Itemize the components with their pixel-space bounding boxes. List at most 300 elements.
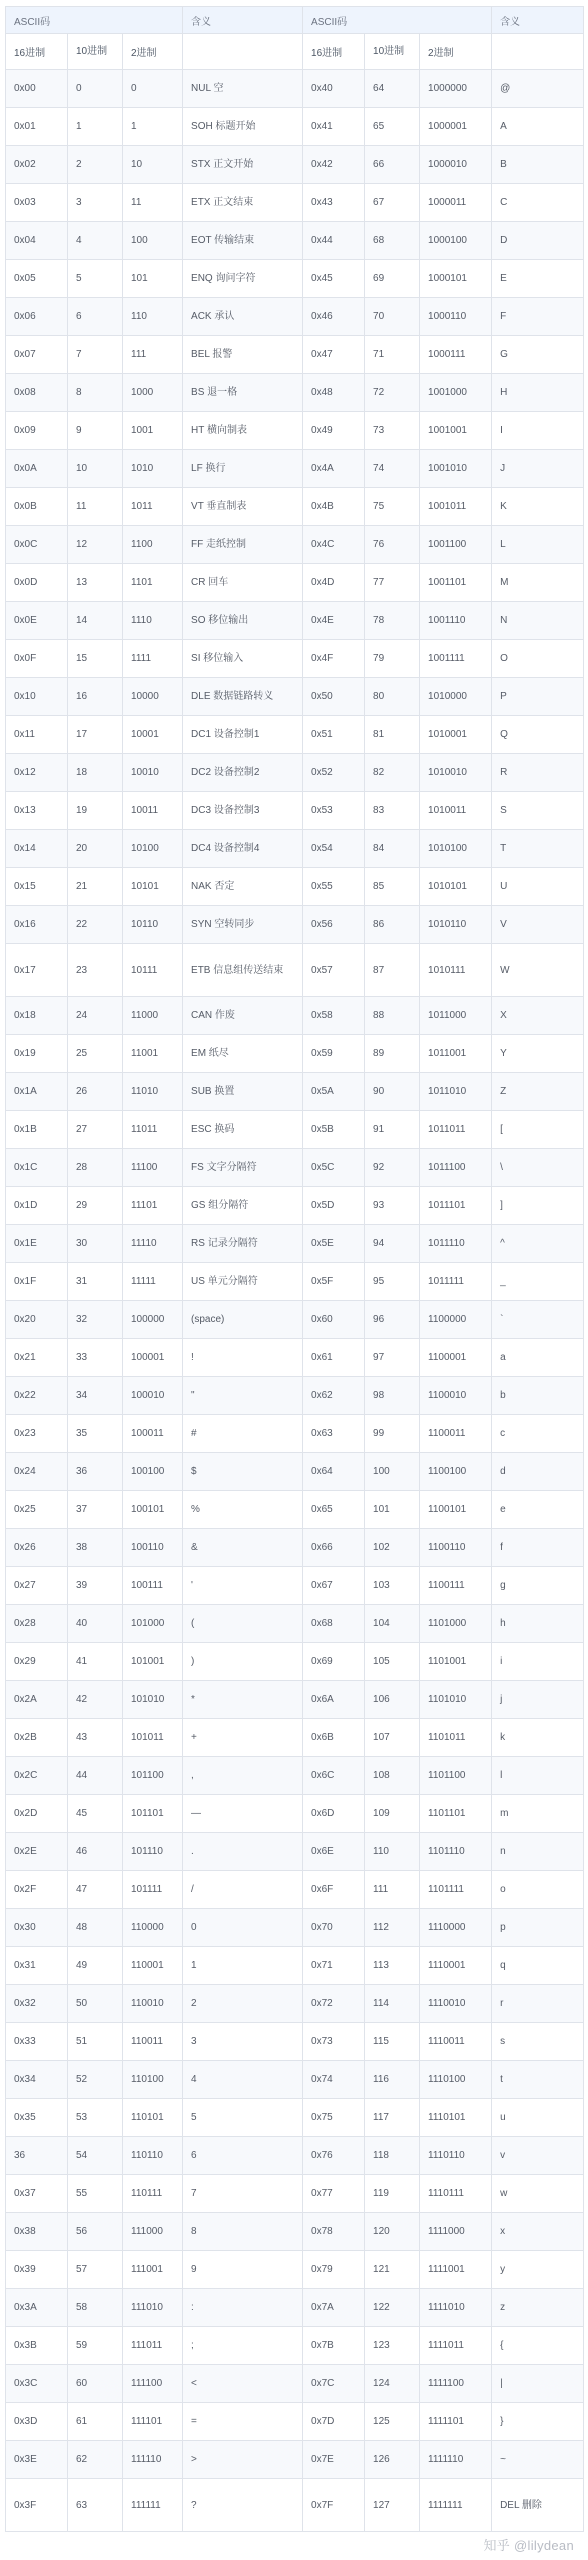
cell-meaning: VT 垂直制表 xyxy=(183,488,303,526)
cell-char-right: @ xyxy=(492,70,584,108)
cell-char-right: O xyxy=(492,640,584,678)
cell-bin-right: 1111110 xyxy=(420,2441,492,2479)
cell-bin: 10011 xyxy=(123,792,183,830)
cell-hex: 0x2D xyxy=(6,1795,68,1833)
cell-dec-right: 116 xyxy=(365,2061,420,2099)
cell-dec: 53 xyxy=(68,2099,123,2137)
cell-hex-right: 0x6E xyxy=(303,1833,365,1871)
cell-meaning: " xyxy=(183,1377,303,1415)
cell-dec: 14 xyxy=(68,602,123,640)
cell-hex: 0x1E xyxy=(6,1225,68,1263)
cell-dec-right: 115 xyxy=(365,2023,420,2061)
cell-bin: 101 xyxy=(123,260,183,298)
cell-dec: 16 xyxy=(68,678,123,716)
cell-dec-right: 73 xyxy=(365,412,420,450)
cell-hex-right: 0x7E xyxy=(303,2441,365,2479)
cell-bin: 111100 xyxy=(123,2365,183,2403)
cell-dec-right: 74 xyxy=(365,450,420,488)
cell-bin: 10101 xyxy=(123,868,183,906)
cell-char-right: _ xyxy=(492,1263,584,1301)
cell-char-right: S xyxy=(492,792,584,830)
cell-hex: 0x2C xyxy=(6,1757,68,1795)
cell-bin-right: 1010110 xyxy=(420,906,492,944)
cell-hex-right: 0x44 xyxy=(303,222,365,260)
cell-bin-right: 1000010 xyxy=(420,146,492,184)
cell-dec: 43 xyxy=(68,1719,123,1757)
cell-hex: 0x22 xyxy=(6,1377,68,1415)
table-row xyxy=(6,716,584,754)
cell-dec: 4 xyxy=(68,222,123,260)
cell-meaning: ; xyxy=(183,2327,303,2365)
cell-bin-right: 1110010 xyxy=(420,1985,492,2023)
cell-dec: 41 xyxy=(68,1643,123,1681)
cell-dec-right: 67 xyxy=(365,184,420,222)
cell-bin: 110 xyxy=(123,298,183,336)
cell-hex: 0x19 xyxy=(6,1035,68,1073)
cell-hex: 0x0C xyxy=(6,526,68,564)
cell-dec: 1 xyxy=(68,108,123,146)
table-row xyxy=(6,868,584,906)
cell-bin-right: 1011101 xyxy=(420,1187,492,1225)
cell-bin-right: 1101010 xyxy=(420,1681,492,1719)
cell-char-right: q xyxy=(492,1947,584,1985)
cell-hex: 0x0E xyxy=(6,602,68,640)
cell-hex-right: 0x75 xyxy=(303,2099,365,2137)
cell-char-right: J xyxy=(492,450,584,488)
table-row xyxy=(6,1035,584,1073)
cell-hex: 0x1C xyxy=(6,1149,68,1187)
cell-bin: 10 xyxy=(123,146,183,184)
cell-hex: 0x14 xyxy=(6,830,68,868)
cell-bin-right: 1000011 xyxy=(420,184,492,222)
table-row xyxy=(6,1643,584,1681)
cell-meaning: 5 xyxy=(183,2099,303,2137)
cell-bin-right: 1000000 xyxy=(420,70,492,108)
cell-bin-right: 1101001 xyxy=(420,1643,492,1681)
cell-dec-right: 122 xyxy=(365,2289,420,2327)
cell-hex: 0x21 xyxy=(6,1339,68,1377)
cell-hex: 0x13 xyxy=(6,792,68,830)
table-row xyxy=(6,602,584,640)
cell-char-right: m xyxy=(492,1795,584,1833)
cell-hex: 0x3C xyxy=(6,2365,68,2403)
cell-hex: 0x12 xyxy=(6,754,68,792)
cell-meaning: ACK 承认 xyxy=(183,298,303,336)
cell-bin: 1010 xyxy=(123,450,183,488)
cell-dec: 50 xyxy=(68,1985,123,2023)
cell-char-right: P xyxy=(492,678,584,716)
table-row xyxy=(6,1263,584,1301)
cell-bin-right: 1110100 xyxy=(420,2061,492,2099)
cell-dec-right: 93 xyxy=(365,1187,420,1225)
cell-hex-right: 0x49 xyxy=(303,412,365,450)
cell-char-right: Y xyxy=(492,1035,584,1073)
cell-bin: 11001 xyxy=(123,1035,183,1073)
cell-hex: 0x01 xyxy=(6,108,68,146)
cell-bin-right: 1101100 xyxy=(420,1757,492,1795)
table-row xyxy=(6,754,584,792)
cell-char-right: f xyxy=(492,1529,584,1567)
cell-dec-right: 79 xyxy=(365,640,420,678)
table-row xyxy=(6,792,584,830)
cell-bin-right: 1110011 xyxy=(420,2023,492,2061)
cell-bin: 1011 xyxy=(123,488,183,526)
cell-meaning: / xyxy=(183,1871,303,1909)
cell-bin: 101110 xyxy=(123,1833,183,1871)
cell-hex: 0x37 xyxy=(6,2175,68,2213)
cell-char-right: L xyxy=(492,526,584,564)
cell-bin: 111011 xyxy=(123,2327,183,2365)
cell-bin-right: 1010100 xyxy=(420,830,492,868)
cell-dec: 33 xyxy=(68,1339,123,1377)
cell-char-right: [ xyxy=(492,1111,584,1149)
cell-bin: 1000 xyxy=(123,374,183,412)
cell-bin: 100111 xyxy=(123,1567,183,1605)
cell-dec-right: 100 xyxy=(365,1453,420,1491)
cell-hex: 0x3A xyxy=(6,2289,68,2327)
cell-bin: 110100 xyxy=(123,2061,183,2099)
cell-bin: 100 xyxy=(123,222,183,260)
cell-char-right: G xyxy=(492,336,584,374)
cell-bin: 10000 xyxy=(123,678,183,716)
cell-hex-right: 0x5C xyxy=(303,1149,365,1187)
cell-bin-right: 1100011 xyxy=(420,1415,492,1453)
table-row xyxy=(6,640,584,678)
cell-dec: 49 xyxy=(68,1947,123,1985)
cell-bin-right: 1001101 xyxy=(420,564,492,602)
cell-hex-right: 0x4C xyxy=(303,526,365,564)
cell-char-right: r xyxy=(492,1985,584,2023)
cell-bin: 10010 xyxy=(123,754,183,792)
cell-dec: 63 xyxy=(68,2479,123,2532)
cell-bin-right: 1100110 xyxy=(420,1529,492,1567)
table-row xyxy=(6,1605,584,1643)
cell-hex-right: 0x57 xyxy=(303,944,365,997)
cell-dec-right: 64 xyxy=(365,70,420,108)
table-row xyxy=(6,2479,584,2532)
cell-meaning: FS 文字分隔符 xyxy=(183,1149,303,1187)
cell-dec: 12 xyxy=(68,526,123,564)
cell-char-right: V xyxy=(492,906,584,944)
cell-dec: 11 xyxy=(68,488,123,526)
cell-dec-right: 102 xyxy=(365,1529,420,1567)
cell-dec-right: 80 xyxy=(365,678,420,716)
cell-meaning: 9 xyxy=(183,2251,303,2289)
cell-meaning: $ xyxy=(183,1453,303,1491)
cell-bin: 111000 xyxy=(123,2213,183,2251)
cell-char-right: w xyxy=(492,2175,584,2213)
cell-hex-right: 0x6F xyxy=(303,1871,365,1909)
header-ascii-code-left: ASCII码 xyxy=(6,7,183,34)
cell-hex-right: 0x4A xyxy=(303,450,365,488)
cell-dec-right: 82 xyxy=(365,754,420,792)
header-bin-right: 2进制 xyxy=(420,34,492,70)
table-row xyxy=(6,2137,584,2175)
table-row xyxy=(6,336,584,374)
cell-bin: 11000 xyxy=(123,997,183,1035)
cell-dec-right: 123 xyxy=(365,2327,420,2365)
cell-hex-right: 0x7F xyxy=(303,2479,365,2532)
cell-hex: 0x1D xyxy=(6,1187,68,1225)
cell-dec: 44 xyxy=(68,1757,123,1795)
cell-bin: 100110 xyxy=(123,1529,183,1567)
table-row xyxy=(6,1149,584,1187)
cell-char-right: z xyxy=(492,2289,584,2327)
cell-hex: 0x2B xyxy=(6,1719,68,1757)
cell-dec-right: 81 xyxy=(365,716,420,754)
cell-char-right: | xyxy=(492,2365,584,2403)
cell-bin-right: 1000001 xyxy=(420,108,492,146)
cell-bin-right: 1010000 xyxy=(420,678,492,716)
table-row xyxy=(6,2441,584,2479)
cell-char-right: y xyxy=(492,2251,584,2289)
cell-dec: 13 xyxy=(68,564,123,602)
table-row xyxy=(6,1377,584,1415)
table-row xyxy=(6,2289,584,2327)
cell-char-right: C xyxy=(492,184,584,222)
cell-bin: 11111 xyxy=(123,1263,183,1301)
cell-hex: 0x3B xyxy=(6,2327,68,2365)
cell-bin-right: 1111111 xyxy=(420,2479,492,2532)
cell-dec: 29 xyxy=(68,1187,123,1225)
cell-dec: 5 xyxy=(68,260,123,298)
cell-dec-right: 88 xyxy=(365,997,420,1035)
cell-bin-right: 1100101 xyxy=(420,1491,492,1529)
cell-char-right: g xyxy=(492,1567,584,1605)
cell-hex-right: 0x54 xyxy=(303,830,365,868)
cell-char-right: k xyxy=(492,1719,584,1757)
cell-meaning: ESC 换码 xyxy=(183,1111,303,1149)
cell-dec-right: 111 xyxy=(365,1871,420,1909)
cell-bin-right: 1111010 xyxy=(420,2289,492,2327)
cell-bin: 11 xyxy=(123,184,183,222)
cell-bin: 100100 xyxy=(123,1453,183,1491)
cell-meaning: US 单元分隔符 xyxy=(183,1263,303,1301)
cell-dec-right: 125 xyxy=(365,2403,420,2441)
cell-bin: 111101 xyxy=(123,2403,183,2441)
header-meaning-blank-left xyxy=(183,34,303,70)
cell-meaning: BS 退一格 xyxy=(183,374,303,412)
cell-char-right: s xyxy=(492,2023,584,2061)
cell-dec-right: 117 xyxy=(365,2099,420,2137)
cell-char-right: F xyxy=(492,298,584,336)
cell-dec-right: 124 xyxy=(365,2365,420,2403)
cell-dec: 46 xyxy=(68,1833,123,1871)
cell-dec: 31 xyxy=(68,1263,123,1301)
cell-dec-right: 109 xyxy=(365,1795,420,1833)
table-row xyxy=(6,830,584,868)
cell-hex: 0x2E xyxy=(6,1833,68,1871)
table-row xyxy=(6,678,584,716)
cell-dec-right: 108 xyxy=(365,1757,420,1795)
cell-char-right: D xyxy=(492,222,584,260)
cell-bin: 0 xyxy=(123,70,183,108)
table-row xyxy=(6,906,584,944)
cell-bin-right: 1110001 xyxy=(420,1947,492,1985)
cell-hex-right: 0x62 xyxy=(303,1377,365,1415)
cell-char-right: o xyxy=(492,1871,584,1909)
cell-dec: 54 xyxy=(68,2137,123,2175)
cell-bin: 111111 xyxy=(123,2479,183,2532)
cell-char-right: Q xyxy=(492,716,584,754)
cell-dec-right: 71 xyxy=(365,336,420,374)
cell-bin-right: 1101111 xyxy=(420,1871,492,1909)
cell-meaning: * xyxy=(183,1681,303,1719)
cell-bin: 11110 xyxy=(123,1225,183,1263)
cell-dec-right: 76 xyxy=(365,526,420,564)
cell-char-right: ] xyxy=(492,1187,584,1225)
cell-hex: 0x30 xyxy=(6,1909,68,1947)
cell-hex: 0x33 xyxy=(6,2023,68,2061)
cell-hex-right: 0x47 xyxy=(303,336,365,374)
cell-hex: 0x08 xyxy=(6,374,68,412)
cell-dec: 17 xyxy=(68,716,123,754)
cell-char-right: I xyxy=(492,412,584,450)
cell-char-right: p xyxy=(492,1909,584,1947)
cell-char-right: d xyxy=(492,1453,584,1491)
table-row xyxy=(6,1301,584,1339)
cell-bin: 101001 xyxy=(123,1643,183,1681)
cell-dec-right: 94 xyxy=(365,1225,420,1263)
cell-dec: 38 xyxy=(68,1529,123,1567)
table-row xyxy=(6,1681,584,1719)
cell-bin-right: 1100111 xyxy=(420,1567,492,1605)
table-row xyxy=(6,1567,584,1605)
cell-bin: 101101 xyxy=(123,1795,183,1833)
cell-meaning: — xyxy=(183,1795,303,1833)
cell-hex-right: 0x5E xyxy=(303,1225,365,1263)
header-hex-right: 16进制 xyxy=(303,34,365,70)
cell-dec: 25 xyxy=(68,1035,123,1073)
table-row xyxy=(6,108,584,146)
cell-hex-right: 0x73 xyxy=(303,2023,365,2061)
cell-meaning: FF 走纸控制 xyxy=(183,526,303,564)
cell-char-right: R xyxy=(492,754,584,792)
cell-meaning: BEL 报警 xyxy=(183,336,303,374)
cell-dec: 37 xyxy=(68,1491,123,1529)
cell-hex-right: 0x65 xyxy=(303,1491,365,1529)
table-row xyxy=(6,2023,584,2061)
cell-hex: 0x26 xyxy=(6,1529,68,1567)
cell-meaning: RS 记录分隔符 xyxy=(183,1225,303,1263)
cell-dec-right: 84 xyxy=(365,830,420,868)
cell-hex: 0x0B xyxy=(6,488,68,526)
cell-meaning: NUL 空 xyxy=(183,70,303,108)
cell-dec: 23 xyxy=(68,944,123,997)
cell-hex-right: 0x5B xyxy=(303,1111,365,1149)
cell-dec-right: 103 xyxy=(365,1567,420,1605)
cell-dec: 19 xyxy=(68,792,123,830)
cell-bin-right: 1101000 xyxy=(420,1605,492,1643)
cell-bin: 110001 xyxy=(123,1947,183,1985)
cell-bin: 101100 xyxy=(123,1757,183,1795)
table-row xyxy=(6,488,584,526)
cell-char-right: v xyxy=(492,2137,584,2175)
cell-hex-right: 0x7B xyxy=(303,2327,365,2365)
cell-dec: 2 xyxy=(68,146,123,184)
cell-char-right: B xyxy=(492,146,584,184)
cell-hex-right: 0x41 xyxy=(303,108,365,146)
cell-hex: 0x00 xyxy=(6,70,68,108)
cell-meaning: HT 横向制表 xyxy=(183,412,303,450)
cell-dec-right: 107 xyxy=(365,1719,420,1757)
cell-hex-right: 0x4E xyxy=(303,602,365,640)
cell-dec-right: 119 xyxy=(365,2175,420,2213)
cell-bin-right: 1001110 xyxy=(420,602,492,640)
cell-dec-right: 113 xyxy=(365,1947,420,1985)
cell-bin-right: 1011111 xyxy=(420,1263,492,1301)
cell-hex-right: 0x50 xyxy=(303,678,365,716)
cell-meaning: < xyxy=(183,2365,303,2403)
cell-hex: 36 xyxy=(6,2137,68,2175)
cell-hex-right: 0x6B xyxy=(303,1719,365,1757)
cell-bin-right: 1100010 xyxy=(420,1377,492,1415)
cell-bin-right: 1010101 xyxy=(420,868,492,906)
table-row xyxy=(6,2403,584,2441)
cell-bin: 1100 xyxy=(123,526,183,564)
table-row xyxy=(6,1985,584,2023)
cell-bin-right: 1110000 xyxy=(420,1909,492,1947)
cell-hex: 0x05 xyxy=(6,260,68,298)
cell-dec: 26 xyxy=(68,1073,123,1111)
cell-bin: 1101 xyxy=(123,564,183,602)
cell-char-right: DEL 删除 xyxy=(492,2479,584,2532)
cell-dec-right: 101 xyxy=(365,1491,420,1529)
cell-dec: 61 xyxy=(68,2403,123,2441)
cell-dec: 52 xyxy=(68,2061,123,2099)
cell-meaning: 4 xyxy=(183,2061,303,2099)
cell-bin: 101111 xyxy=(123,1871,183,1909)
cell-hex-right: 0x61 xyxy=(303,1339,365,1377)
cell-char-right: u xyxy=(492,2099,584,2137)
cell-bin-right: 1011001 xyxy=(420,1035,492,1073)
cell-bin-right: 1111100 xyxy=(420,2365,492,2403)
header-row-columns xyxy=(6,34,584,70)
cell-dec: 7 xyxy=(68,336,123,374)
cell-dec: 10 xyxy=(68,450,123,488)
cell-bin: 10100 xyxy=(123,830,183,868)
table-row xyxy=(6,997,584,1035)
cell-bin-right: 1011010 xyxy=(420,1073,492,1111)
cell-bin-right: 1110110 xyxy=(420,2137,492,2175)
cell-char-right: N xyxy=(492,602,584,640)
cell-meaning: ENQ 询问字符 xyxy=(183,260,303,298)
cell-bin-right: 1001010 xyxy=(420,450,492,488)
cell-hex-right: 0x6D xyxy=(303,1795,365,1833)
table-row xyxy=(6,2327,584,2365)
cell-bin-right: 1100001 xyxy=(420,1339,492,1377)
cell-dec-right: 99 xyxy=(365,1415,420,1453)
cell-dec: 56 xyxy=(68,2213,123,2251)
cell-char-right: j xyxy=(492,1681,584,1719)
cell-char-right: n xyxy=(492,1833,584,1871)
cell-hex-right: 0x66 xyxy=(303,1529,365,1567)
cell-dec: 40 xyxy=(68,1605,123,1643)
cell-hex: 0x03 xyxy=(6,184,68,222)
cell-dec: 9 xyxy=(68,412,123,450)
cell-bin: 100011 xyxy=(123,1415,183,1453)
cell-bin: 111010 xyxy=(123,2289,183,2327)
cell-char-right: K xyxy=(492,488,584,526)
cell-bin-right: 1101011 xyxy=(420,1719,492,1757)
cell-bin: 101000 xyxy=(123,1605,183,1643)
cell-meaning: (space) xyxy=(183,1301,303,1339)
cell-hex-right: 0x4B xyxy=(303,488,365,526)
cell-dec: 39 xyxy=(68,1567,123,1605)
cell-dec: 42 xyxy=(68,1681,123,1719)
cell-bin: 101010 xyxy=(123,1681,183,1719)
cell-bin: 11011 xyxy=(123,1111,183,1149)
